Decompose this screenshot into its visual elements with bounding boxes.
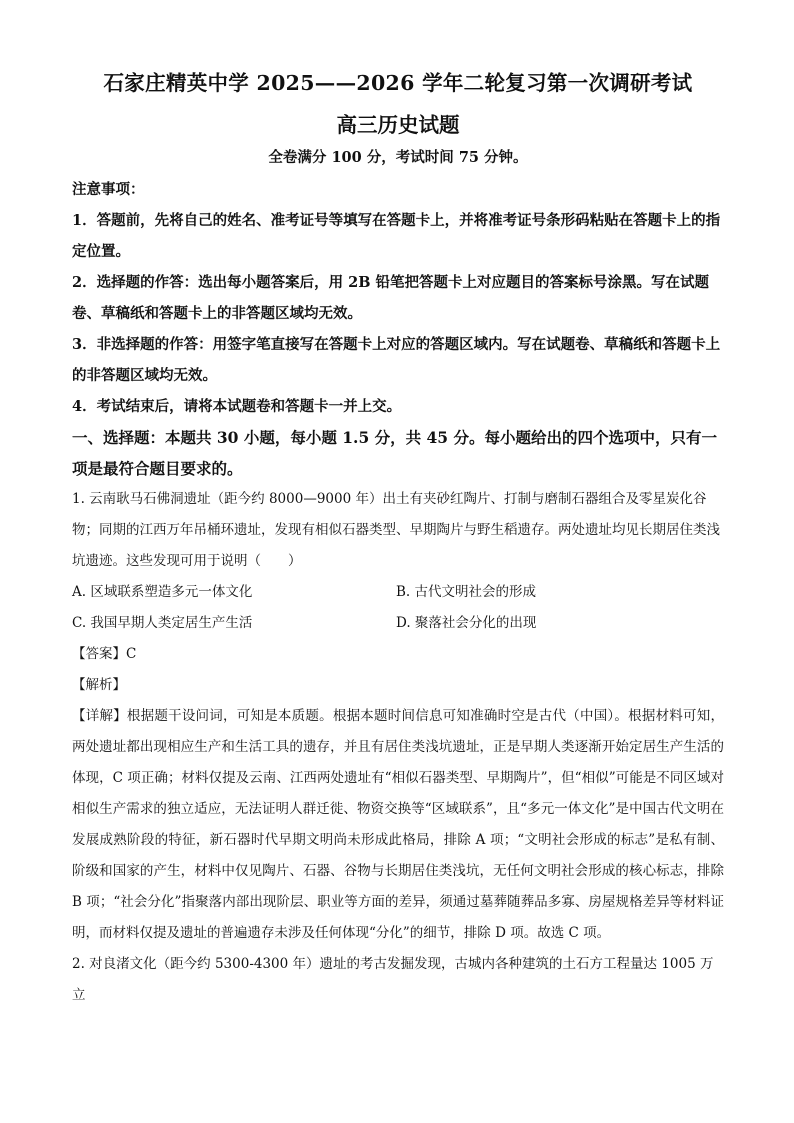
option-a: A. 区域联系塑造多元一体文化	[72, 584, 253, 600]
question-1-stem: 1. 云南耿马石佛洞遗址（距今约 8000—9000 年）出土有夹砂红陶片、打制与磨制石器组合及零星炭化谷物；同期的江西万年吊桶环遗址，发现有相似石器类型、早期陶片与野生稻遗存。两处遗址均见长期居住类浅坑遗迹。这些发现可用于说明（ ）	[72, 491, 720, 569]
exam-subtitle: 高三历史试题	[336, 113, 460, 137]
question-2-stem: 2. 对良渚文化（距今约 5300-4300 年）遗址的考古发掘发现，古城内各种建筑的土石方工程量达 1005 万立	[72, 956, 714, 1003]
detail-explanation: 【详解】根据题干设问词，可知是本质题。根据本题时间信息可知准确时空是古代（中国）。根据材料可知，两处遗址都出现相应生产和生活工具的遗存，并且有居住类浅坑遗址，正是早期人类逐渐开始定居生产生活的体现，C 项正确；材料仅提及云南、江西两处遗址有“相似石器类型、早期陶片”，但“相似”可能是不同区域对相似生产需求的独立适应，无法证明人群迁徙、物资交换等“区域联系”，且“多元一体文化”是中国古代文明在发展成熟阶段的特征，新石器时代早期文明尚未形成此格局，排除 A 项；“文明社会形成的标志”是私有制、阶级和国家的产生，材料中仅见陶片、石器、谷物与长期居住类浅坑，无任何文明社会形成的核心标志，排除 B 项；“社会分化”指聚落内部出现阶层、职业等方面的差异，须通过墓葬随葬品多寡、房屋规格差异等材料证明，而材料仅提及遗址的普遍遗存未涉及任何体现“分化”的细节，排除 D 项。故选 C 项。	[72, 708, 724, 941]
notice-heading: 注意事项：	[72, 181, 145, 198]
section-heading: 一、选择题：本题共 30 小题，每小题 1.5 分，共 45 分。每小题给出的四个选项中，只有一项是最符合题目要求的。	[72, 428, 717, 478]
option-b: B. 古代文明社会的形成	[396, 584, 537, 600]
notice-item-1: 1．答题前，先将自己的姓名、准考证号等填写在答题卡上，并将准考证号条形码粘贴在答题卡上的指定位置。	[72, 212, 721, 260]
exam-title: 石家庄精英中学 2025——2026 学年二轮复习第一次调研考试	[103, 71, 693, 95]
answer-line: 【答案】C	[72, 646, 137, 662]
option-d: D. 聚落社会分化的出现	[396, 615, 537, 631]
notice-section	[72, 174, 724, 422]
notice-item-3: 3．非选择题的作答：用签字笔直接写在答题卡上对应的答题区域内。写在试题卷、草稿纸和答题卡上的非答题区域均无效。	[72, 336, 721, 384]
notice-item-2: 2．选择题的作答：选出每小题答案后，用 2B 铅笔把答题卡上对应题目的答案标号涂黑。写在试题卷、草稿纸和答题卡上的非答题区域均无效。	[72, 274, 710, 322]
option-c: C. 我国早期人类定居生产生活	[72, 615, 253, 631]
question-1	[72, 484, 724, 949]
analysis-label: 【解析】	[72, 677, 126, 693]
question-1-options	[72, 577, 724, 639]
score-line: 全卷满分 100 分，考试时间 75 分钟。	[268, 149, 528, 166]
exam-page	[72, 66, 724, 1011]
notice-item-4: 4．考试结束后，请将本试题卷和答题卡一并上交。	[72, 398, 402, 415]
